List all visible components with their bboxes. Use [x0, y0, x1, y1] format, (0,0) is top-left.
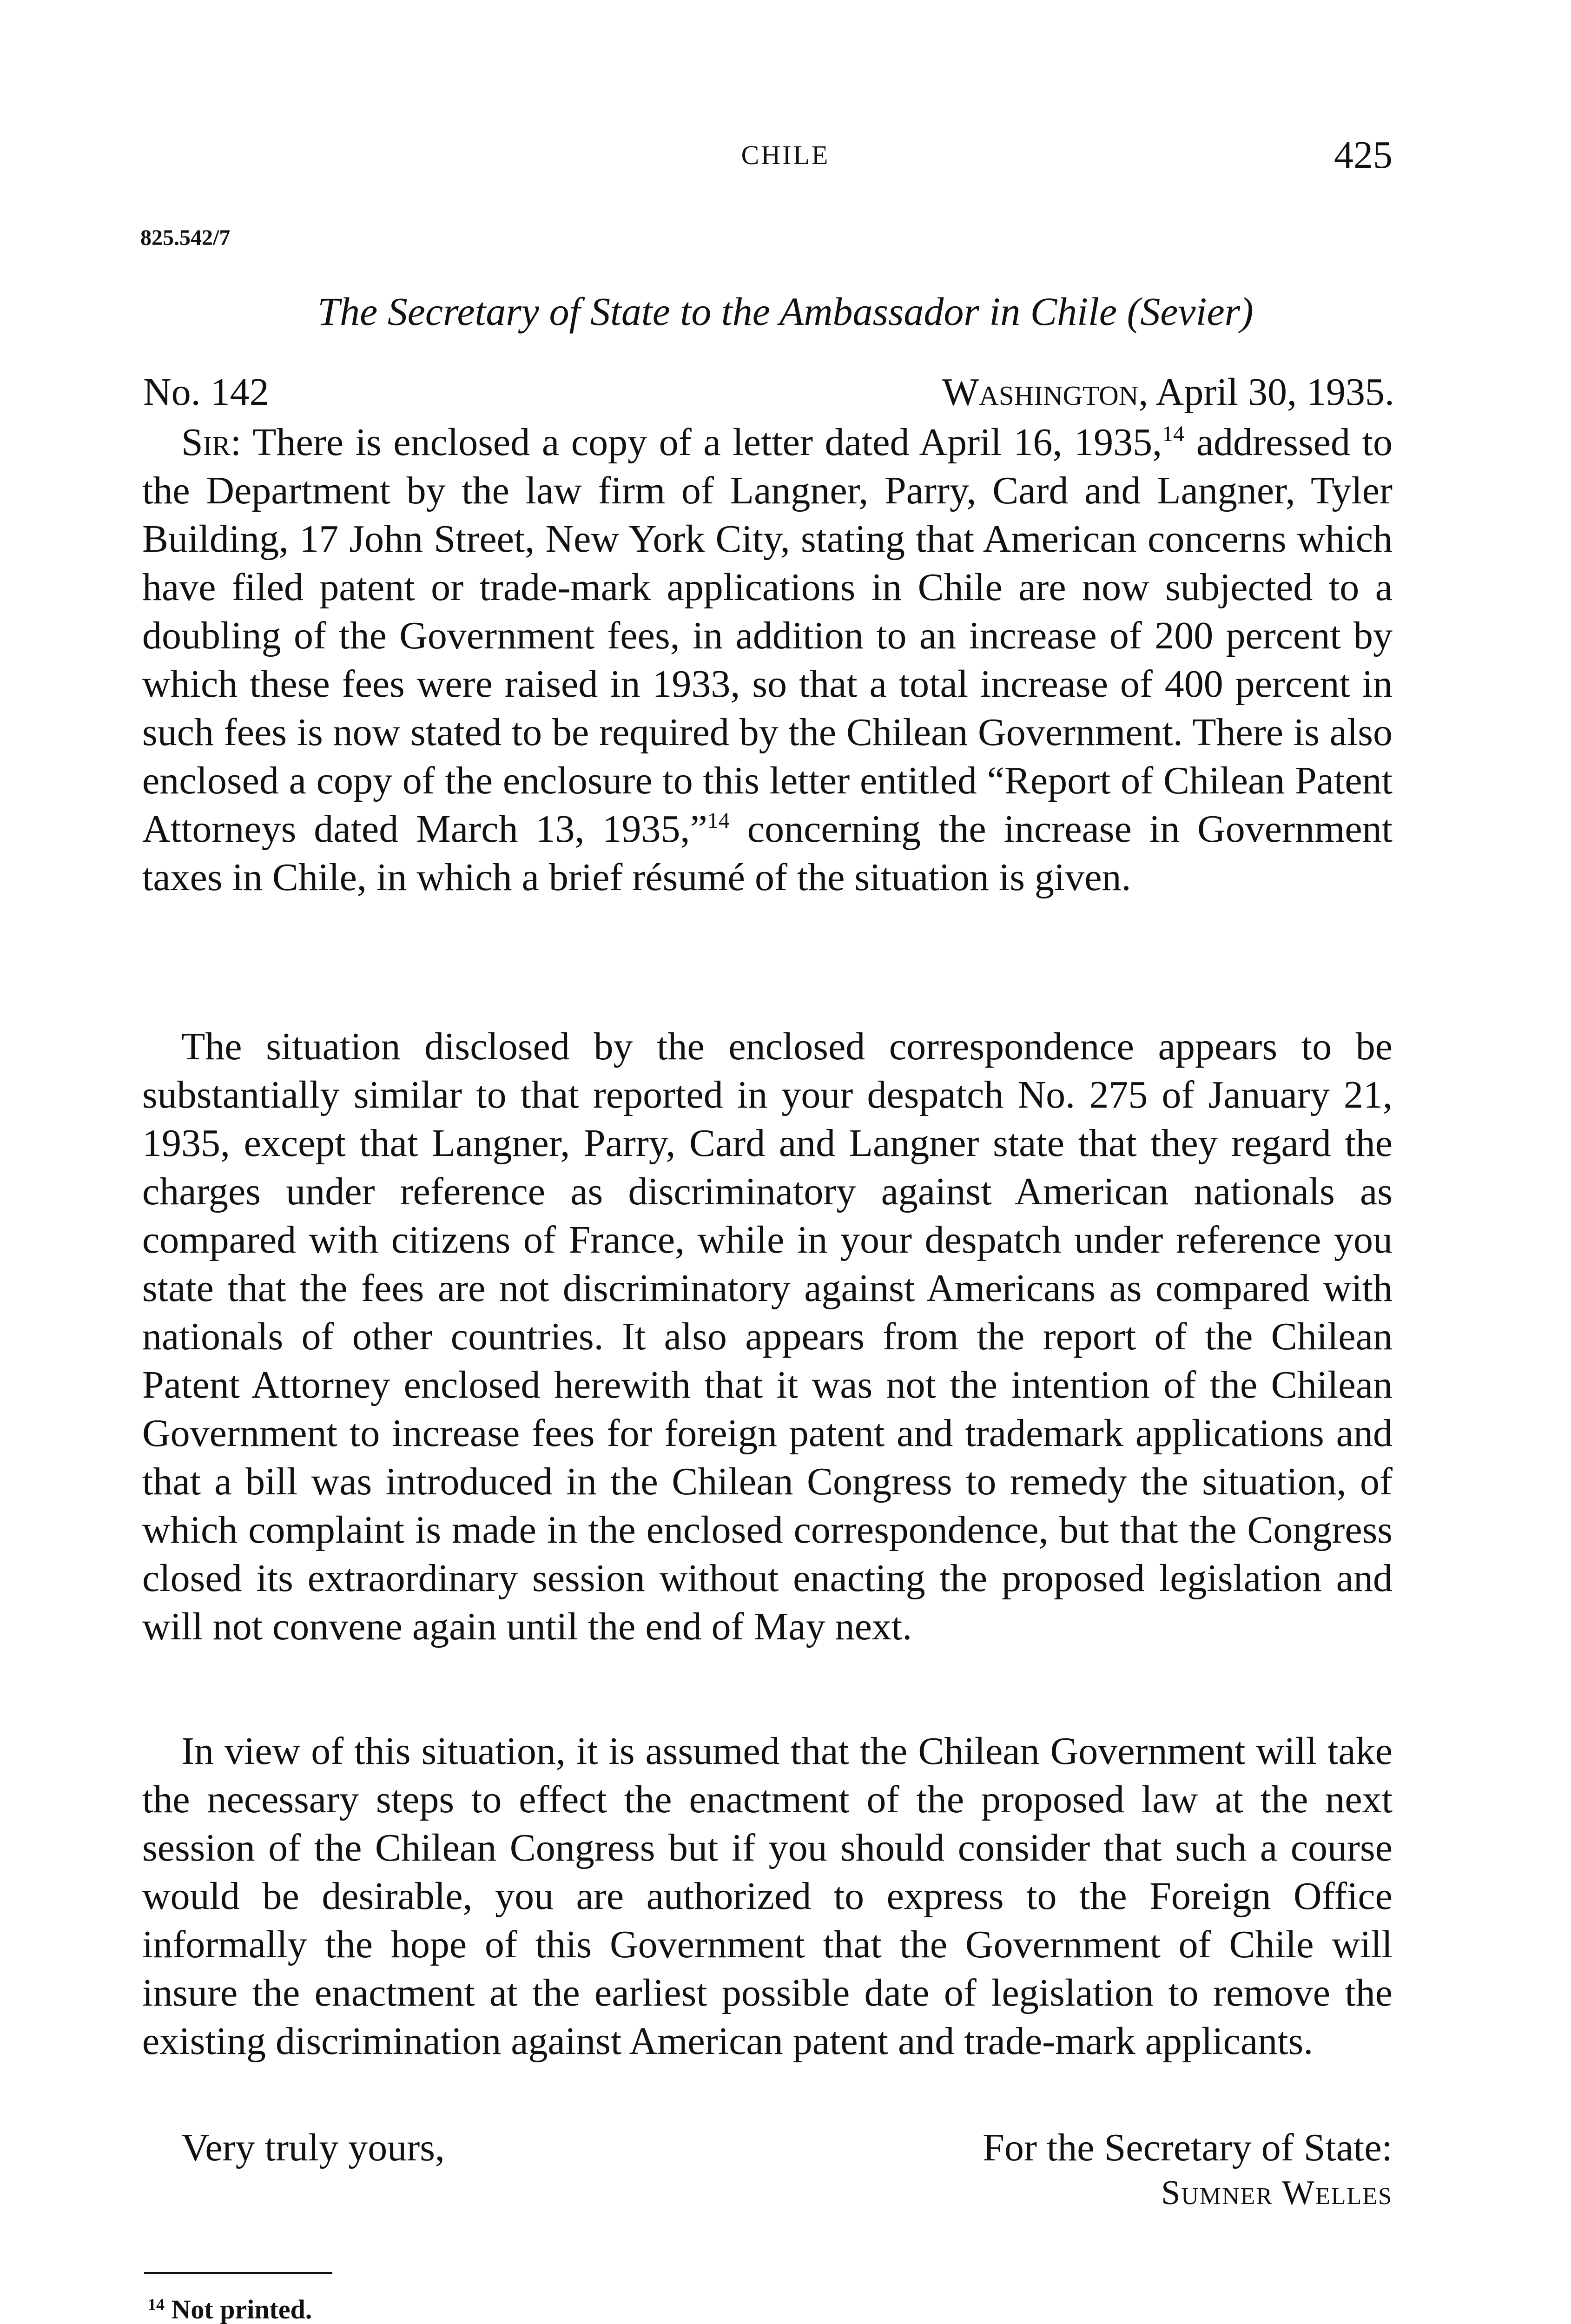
footnote: [148, 2294, 312, 2324]
paragraph-1-text-b: addressed to the Department by the law firm of Langner, Parry, Card and Langner, Tyler Building, 17 John Street, New York City, stating that American concerns which have filed patent or trade-mark applications in Chile are now subjected to a doubling of the Government fees, in addition to an increase of 200 percent by which these fees were raised in 1933, so that a total increase of 400 percent in such fees is now stated to be required by the Chilean Government. There is also enclosed a copy of the enclosure to this letter entitled “Report of Chilean Patent Attorneys dated March 13, 1935,”: [142, 421, 1393, 851]
dateline-date: , April 30, 1935.: [1138, 370, 1394, 414]
salutation: Sir: [181, 421, 231, 464]
dateline-place: Washington: [942, 370, 1139, 414]
paragraph-3: In view of this situation, it is assumed that the Chilean Government will take the necessary steps to effect the enactment of the proposed law at the next session of the Chilean Congress but if you should consider that such a course would be desirable, you are authorized to express to the Foreign Office informally the hope of this Government that the Government of Chile will insure the enactment at the earliest possible date of legislation to remove the existing discrimination against American patent and trade-mark applicants.: [142, 1730, 1393, 2063]
signatory: Sumner Welles: [1161, 2174, 1393, 2212]
running-title: CHILE: [741, 140, 830, 170]
document-title: The Secretary of State to the Ambassador in Chile (Sevier): [317, 289, 1254, 334]
footnote-text: Not printed.: [165, 2294, 312, 2324]
dateline: [942, 370, 1394, 415]
footnote-ref: 14: [707, 808, 730, 833]
signature-line: For the Secretary of State:: [983, 2126, 1393, 2169]
page-number: 425: [1334, 133, 1393, 177]
paragraph-1-text-a: : There is enclosed a copy of a letter dated April 16, 1935,: [230, 421, 1162, 464]
paragraph-2: The situation disclosed by the enclosed correspondence appears to be substantially similar to that reported in your despatch No. 275 of January 21, 1935, except that Langner, Parry, Card and Langner state that they regard the charges under reference as discriminatory against American nationals as compared with citizens of France, while in your despatch under reference you state that the fees are not discriminatory against Americans as compared with nationals of other countries. It also appears from the report of the Chilean Patent Attorney enclosed herewith that it was not the intention of the Chilean Government to increase fees for foreign patent and trademark applications and that a bill was introduced in the Chilean Congress to remedy the situation, of which complaint is made in the enclosed correspondence, but that the Congress closed its extraordinary session without enacting the proposed legislation and will not convene again until the end of May next.: [142, 1025, 1393, 1648]
closing: Very truly yours,: [181, 2126, 445, 2169]
footnote-divider: [144, 2272, 332, 2274]
file-number: 825.542/7: [140, 225, 231, 250]
paragraph-1-text-c: concerning the increase in Government taxes in Chile, in which a brief résumé of the situation is given.: [142, 807, 1393, 899]
footnote-marker: 14: [148, 2295, 165, 2314]
document-number: No. 142: [143, 370, 269, 414]
footnote-ref: 14: [1162, 422, 1185, 446]
paragraph-1: [142, 418, 1393, 902]
